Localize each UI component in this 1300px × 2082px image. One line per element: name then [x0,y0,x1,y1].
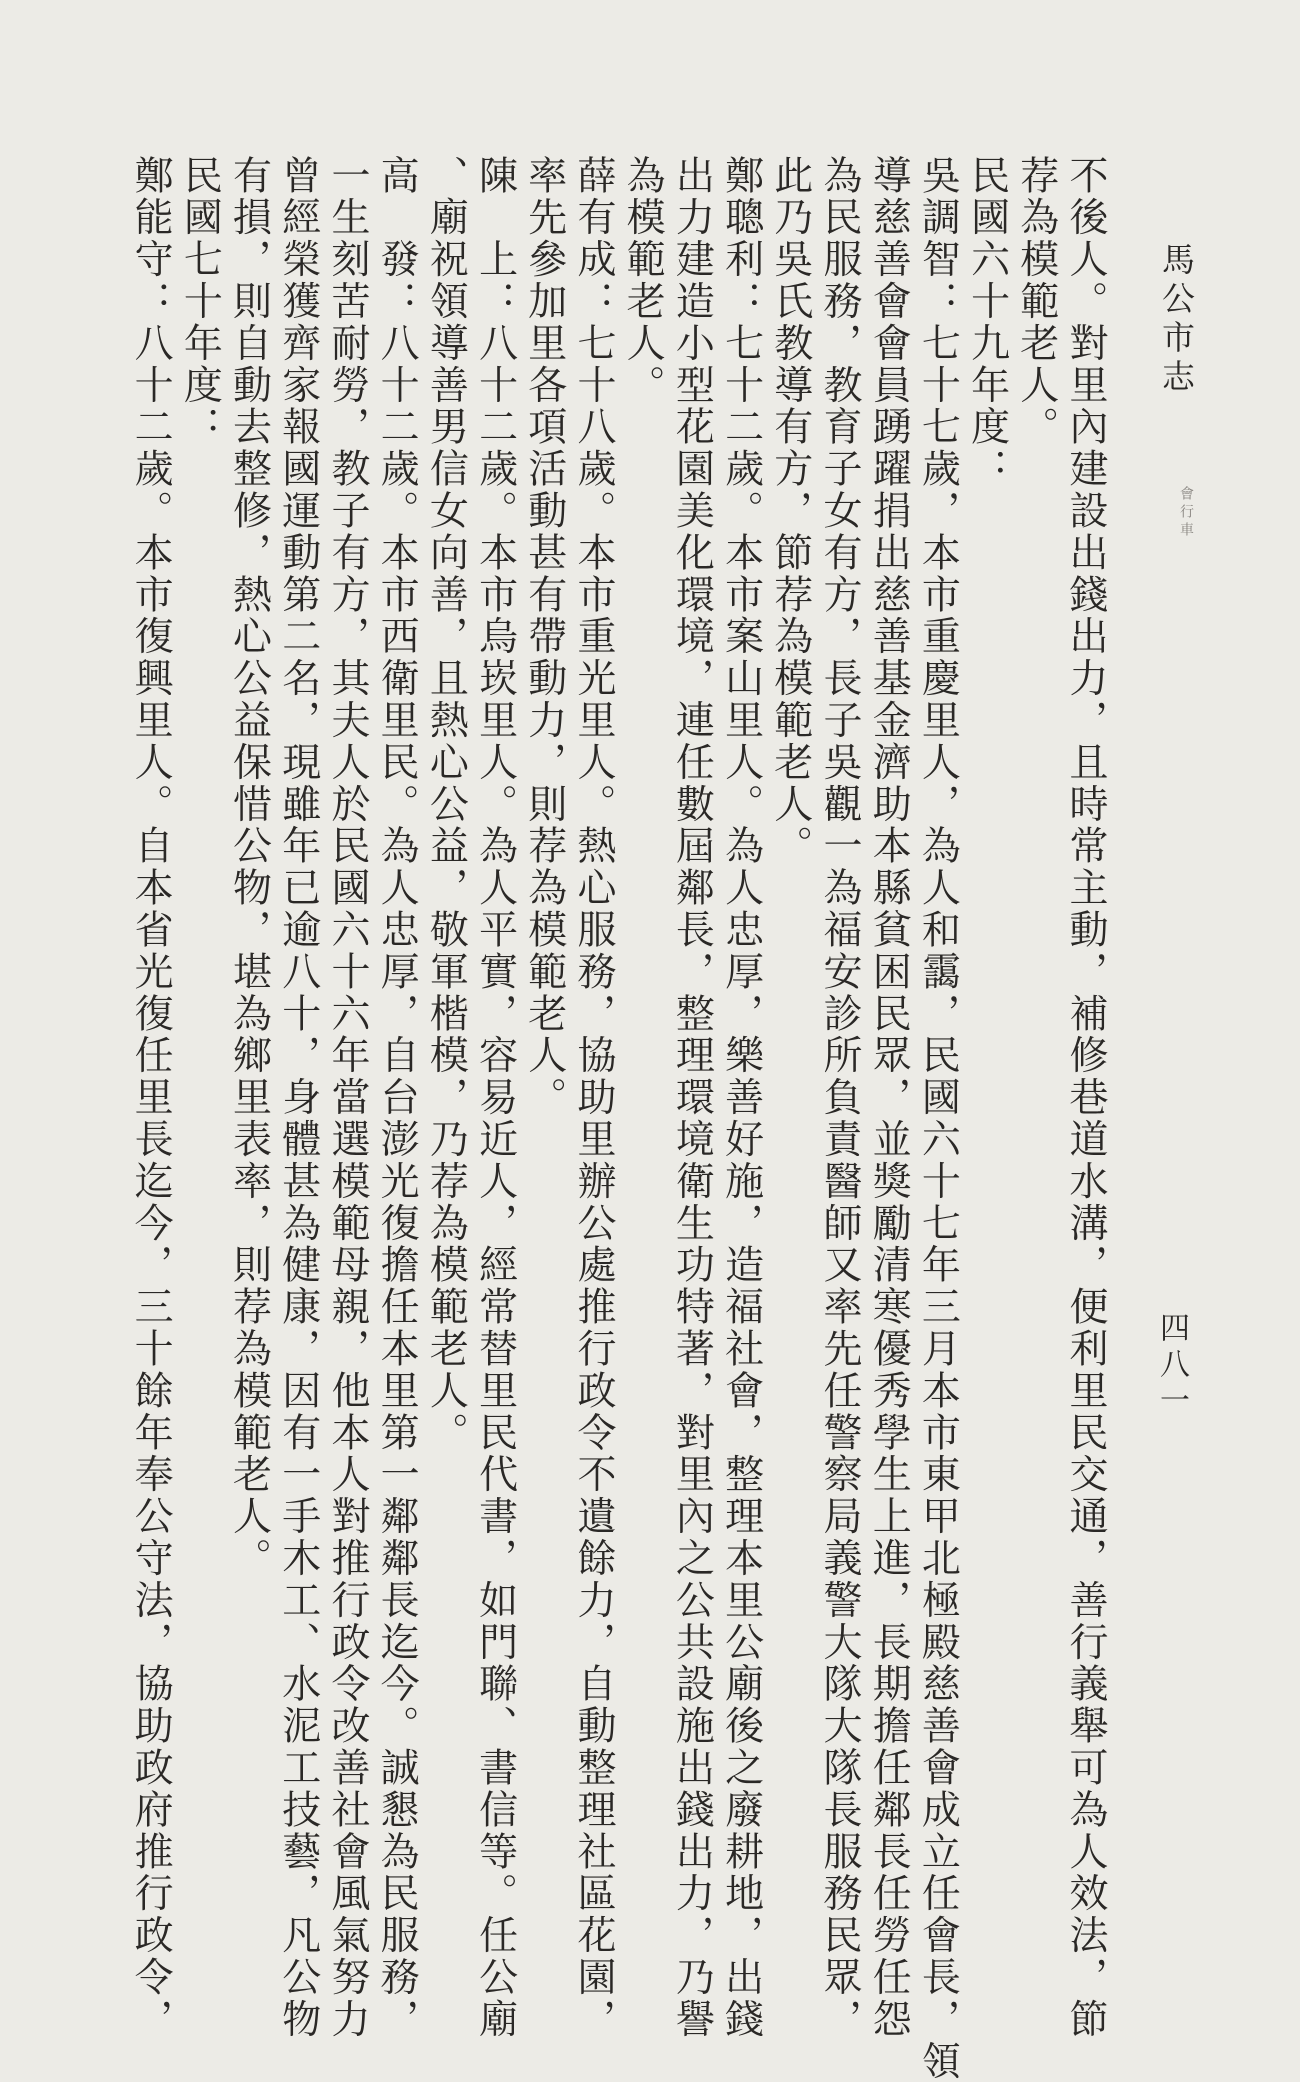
text-column: 不後人。對里內建設出錢出力，且時常主動，補修巷道水溝，便利里民交通，善行義舉可為人效法，節 [1063,155,1108,2041]
text-column: 吳調智：七十七歲，本市重慶里人，為人和靄，民國六十七年三月本市東甲北極殿慈善會成立任會長，領 [915,155,961,2082]
text-column: 率先參加里各項活動甚有帶動力，則荐為模範老人。 [521,155,567,1119]
text-column: 出力建造小型花園美化環境，連任數屆鄰長，整理環境衛生功特著，對里內之公共設施出錢出力，乃譽 [669,155,715,2041]
page-number: 四八一 [1154,1312,1189,1420]
text-column: 、廟祝領導善男信女向善，且熱心公益，敬軍楷模，乃荐為模範老人。 [423,155,469,1454]
year-heading: 民國六十九年度： [964,155,1010,491]
text-column: 有損，則自動去整修，熱心公益保惜公物，堪為鄉里表率，則荐為模範老人。 [226,155,272,1580]
text-column: 導慈善會會員踴躍捐出慈善基金濟助本縣貧困民眾，並獎勵清寒優秀學生上進，長期擔任鄰長任勞任怨 [866,155,912,2041]
body-text [70,155,1110,2082]
text-column: 為模範老人。 [620,155,666,407]
text-column: 薛有成：七十八歲。本市重光里人。熱心服務，協助里辦公處推行政令不遺餘力，自動整理社區花園， [570,155,616,2041]
text-column: 鄭聰利：七十二歲。本市案山里人。為人忠厚，樂善好施，造福社會，整理本里公廟後之廢耕地，出錢 [718,155,764,2041]
running-header [1157,242,1196,540]
text-column: 鄭能守：八十二歲。本市復興里人。自本省光復任里長迄今，三十餘年奉公守法，協助政府推行政令， [128,155,174,2041]
text-column: 此乃吳氏教導有方，節荐為模範老人。 [767,155,813,868]
text-column: 為民服務，教育子女有方，長子吳觀一為福安診所負責醫師又率先任警察局義警大隊大隊長服務民眾， [816,155,862,2041]
section-tag: 會行車 [1178,486,1194,540]
text-column: 高 發：八十二歲。本市西衛里民。為人忠厚，自台澎光復擔任本里第一鄰鄰長迄今。誠懇為民服務， [374,155,420,2041]
text-column: 荐為模範老人。 [1013,155,1059,449]
year-heading: 民國七十年度： [177,155,223,449]
text-column: 陳 上：八十二歲。本市烏崁里人。為人平實，容易近人，經常替里民代書，如門聯、書信等。任公廟 [472,155,518,2041]
text-column: 曾經榮獲齊家報國運動第二名，現雖年已逾八十，身體甚為健康，因有一手木工、水泥工技藝，凡公物 [275,155,321,2041]
book-title: 馬公市志 [1157,242,1196,398]
text-column: 一生刻苦耐勞，教子有方，其夫人於民國六十六年當選模範母親，他本人對推行政令改善社會風氣努力 [324,155,370,2041]
